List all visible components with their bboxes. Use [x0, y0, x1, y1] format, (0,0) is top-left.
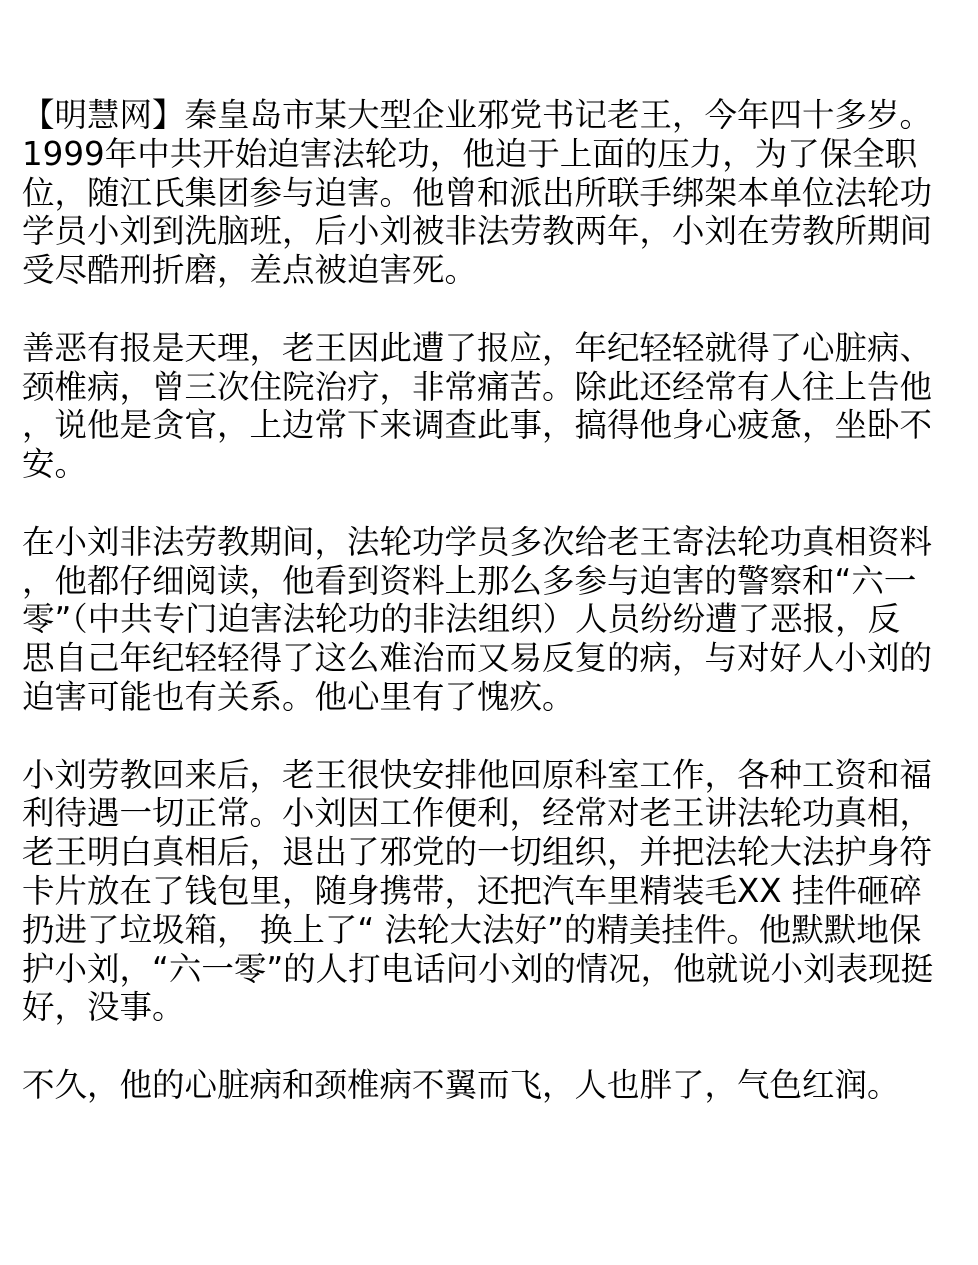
article-body — [22, 96, 962, 1105]
paragraph-3: 在小刘非法劳教期间，法轮功学员多次给老王寄法轮功真相资料 ，他都仔细阅读，他看到资料上那么多参与迫害的警察和“六一 零”（中共专门迫害法轮功的非法组织）人员纷纷遭了恶报，反 思自己年纪轻轻得了这么难治而又易反复的病，与对好人小刘的 迫害可能也有关系。他心里有了愧疚。 — [22, 522, 933, 716]
paragraph-1: 【明慧网】秦皇岛市某大型企业邪党书记老王，今年四十多岁。 1999年中共开始迫害法轮功，他迫于上面的压力，为了保全职 位，随江氏集团参与迫害。他曾和派出所联手绑架本单位法轮功 学员小刘到洗脑班，后小刘被非法劳教两年，小刘在劳教所期间 受尽酷刑折磨，差点被迫害死。 — [22, 96, 933, 290]
paragraph-5: 不久，他的心脏病和颈椎病不翼而飞，人也胖了，气色红润。 — [22, 1065, 900, 1104]
paragraph-2: 善恶有报是天理，老王因此遭了报应，年纪轻轻就得了心脏病、 颈椎病，曾三次住院治疗，非常痛苦。除此还经常有人往上告他 ，说他是贪官，上边常下来调查此事，搞得他身心疲惫，坐卧不 安。 — [22, 328, 933, 484]
paragraph-4: 小刘劳教回来后，老王很快安排他回原科室工作，各种工资和福 利待遇一切正常。小刘因工作便利，经常对老王讲法轮功真相， 老王明白真相后，退出了邪党的一切组织，并把法轮大法护身符 卡片放在了钱包里，随身携带，还把汽车里精装毛XX 挂件砸碎 扔进了垃圾箱， 换上了“ 法轮大法好”的精美挂件。他默默地保 护小刘，“六一零”的人打电话问小刘的情况，他就说小刘表现挺 好，没事。 — [22, 755, 934, 1027]
